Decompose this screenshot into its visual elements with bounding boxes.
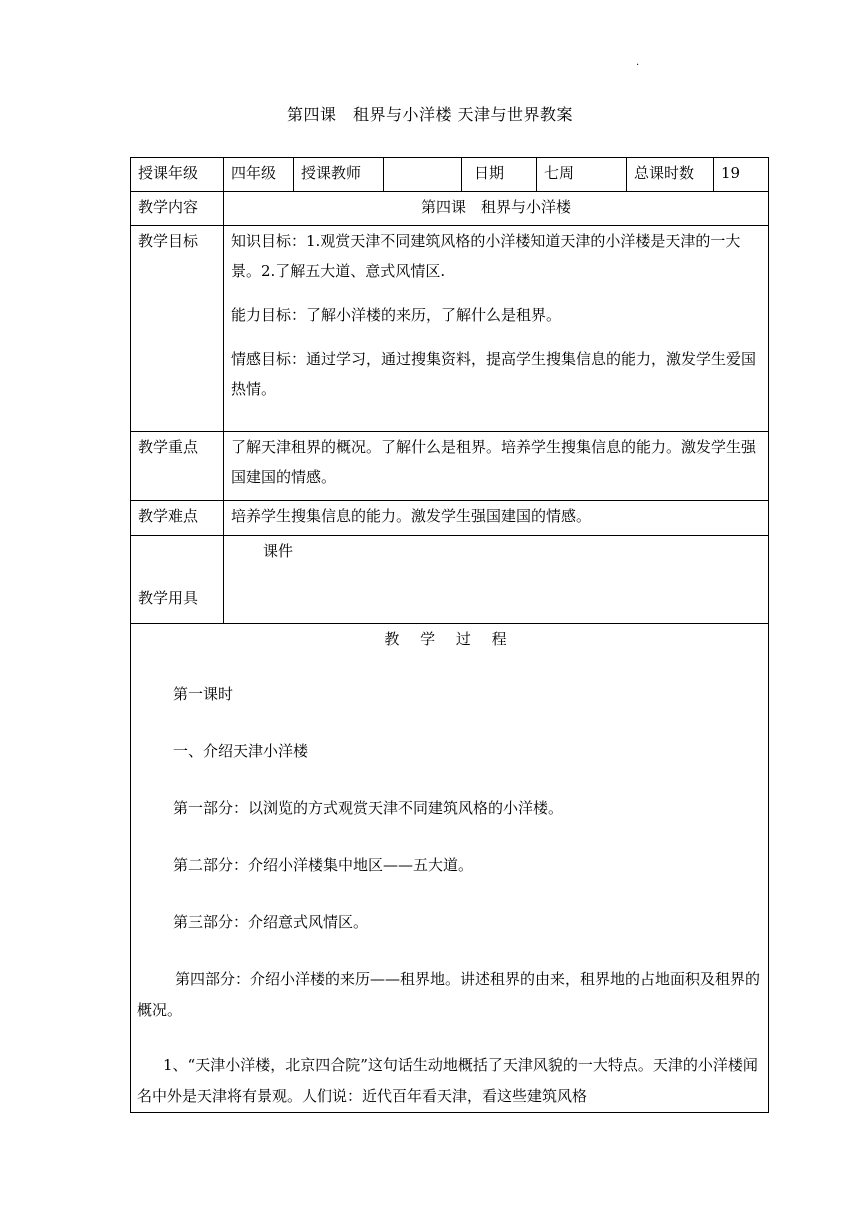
tools-value — [224, 536, 769, 624]
content-row — [131, 192, 769, 226]
hours-value: 19 — [714, 158, 769, 192]
goals-label: 教学目标 — [131, 226, 224, 432]
lesson-label: 第一课时 — [173, 685, 234, 703]
goal-emotion: 情感目标：通过学习，通过搜集资料，提高学生搜集信息的能力，激发学生爱国热情。 — [231, 350, 757, 398]
key-points-value: 了解天津租界的概况。了解什么是租界。培养学生搜集信息的能力。激发学生强国建国的情感。 — [224, 432, 769, 501]
process-cell — [131, 624, 769, 1113]
hours-label: 总课时数 — [627, 158, 714, 192]
tools-text: 课件 — [263, 542, 294, 560]
section-one: 一、介绍天津小洋楼 — [173, 742, 309, 760]
tools-row — [131, 536, 769, 624]
date-value: 七周 — [537, 158, 627, 192]
header-dot: . — [636, 57, 640, 68]
goal-knowledge: 知识目标：1.观赏天津不同建筑风格的小洋楼知道天津的小洋楼是天津的一大景。2.了解五大道、意式风情区. — [231, 232, 741, 280]
lesson-plan-table — [130, 157, 769, 1113]
part-two: 第二部分：介绍小洋楼集中地区——五大道。 — [173, 856, 474, 874]
content-label: 教学内容 — [131, 192, 224, 226]
key-points-row — [131, 432, 769, 501]
info-row — [131, 158, 769, 192]
goals-row — [131, 226, 769, 432]
part-three: 第三部分：介绍意式风情区。 — [173, 913, 369, 931]
process-row — [131, 624, 769, 1113]
document-title: 第四课 租界与小洋楼 天津与世界教案 — [286, 105, 574, 124]
difficulties-row — [131, 501, 769, 536]
part-one: 第一部分：以浏览的方式观赏天津不同建筑风格的小洋楼。 — [173, 799, 564, 817]
difficulties-label: 教学难点 — [131, 501, 224, 536]
content-value: 第四课 租界与小洋楼 — [224, 192, 769, 226]
part-four: 第四部分：介绍小洋楼的来历——租界地。讲述租界的由来，租界地的占地面积及租界的概况。 — [137, 970, 761, 1019]
goal-ability: 能力目标：了解小洋楼的来历，了解什么是租界。 — [231, 306, 562, 324]
goals-cell — [224, 226, 769, 432]
grade-value: 四年级 — [224, 158, 294, 192]
item-one: 1、“天津小洋楼，北京四合院”这句话生动地概括了天津风貌的一大特点。天津的小洋楼闻名中外是天津将有景观。人们说：近代百年看天津，看这些建筑风格 — [137, 1056, 758, 1105]
key-points-label: 教学重点 — [131, 432, 224, 501]
process-heading: 教 学 过 程 — [384, 630, 515, 648]
teacher-label: 授课教师 — [294, 158, 384, 192]
grade-label: 授课年级 — [131, 158, 224, 192]
difficulties-value: 培养学生搜集信息的能力。激发学生强国建国的情感。 — [224, 501, 769, 536]
date-label: 日期 — [462, 158, 537, 192]
teacher-value — [384, 158, 462, 192]
tools-label: 教学用具 — [131, 536, 224, 624]
